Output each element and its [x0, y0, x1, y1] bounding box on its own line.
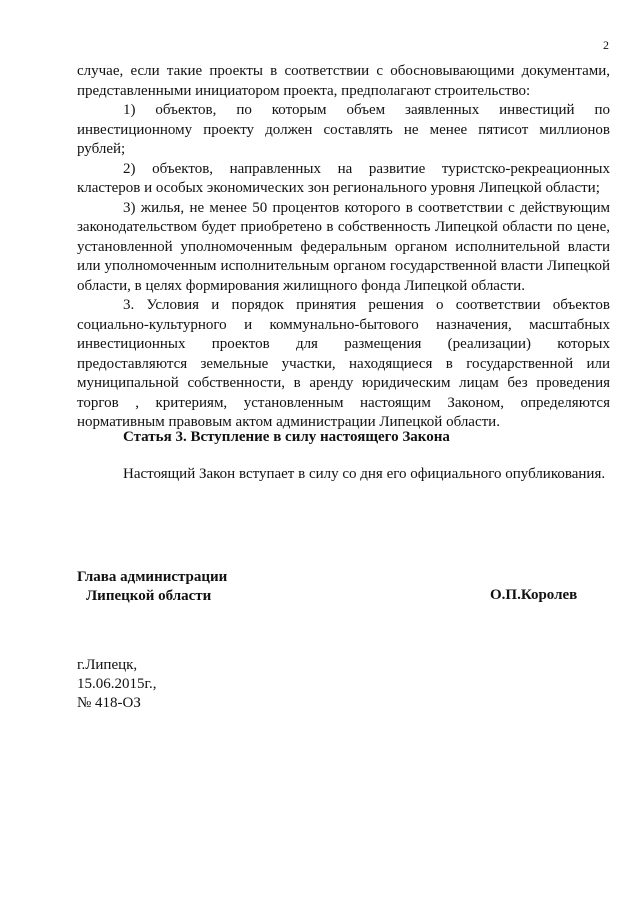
footer-city: г.Липецк,: [77, 657, 138, 673]
paragraph-item-2: 2) объектов, направленных на развитие туристско-рекреационных кластеров и особых экономических зон регионального уровня Липецкой области;: [77, 160, 610, 196]
footer-date: 15.06.2015г.,: [77, 676, 157, 692]
article-3-heading: Статья 3. Вступление в силу настоящего Закона: [123, 429, 450, 445]
document-body: [77, 62, 610, 433]
page-number: 2: [603, 38, 609, 52]
article-3-text: Настоящий Закон вступает в силу со дня его официального опубликования.: [123, 466, 606, 482]
paragraph-item-3: 3) жилья, не менее 50 процентов которого в соответствии с действующим законодательством будет приобретено в собственность Липецкой области по цене, установленной уполномоченным федеральным органом исполнительной власти или уполномоченным исполнительным органом государственной власти Липецкой области, в целях формирования жилищного фонда Липецкой области.: [77, 199, 610, 294]
signature-title: [77, 568, 227, 606]
paragraph-intro: случае, если такие проекты в соответствии с обосновывающими документами, представленными инициатором проекта, предполагают строительство:: [77, 63, 610, 99]
paragraph-clause-3: 3. Условия и порядок принятия решения о соответствии объектов социально-культурного и коммунально-бытового назначения, масштабных инвестиционных проектов для размещения (реализации) которых предоставляются земельные участки, находящиеся в государственной или муниципальной собственности, в аренду юридическим лицам без проведения торгов , критериям, установленным настоящим Законом, определяются нормативным правовым актом администрации Липецкой области.: [77, 297, 610, 430]
signature-title-line2: Липецкой области: [86, 588, 212, 604]
footer-law-number: № 418-ОЗ: [77, 695, 141, 711]
signature-title-line1: Глава администрации: [77, 569, 228, 585]
paragraph-item-1: 1) объектов, по которым объем заявленных инвестиций по инвестиционному проекту должен составлять не менее пятисот миллионов рублей;: [77, 102, 610, 157]
document-footer: [77, 656, 156, 713]
signatory-name: О.П.Королев: [490, 587, 578, 603]
